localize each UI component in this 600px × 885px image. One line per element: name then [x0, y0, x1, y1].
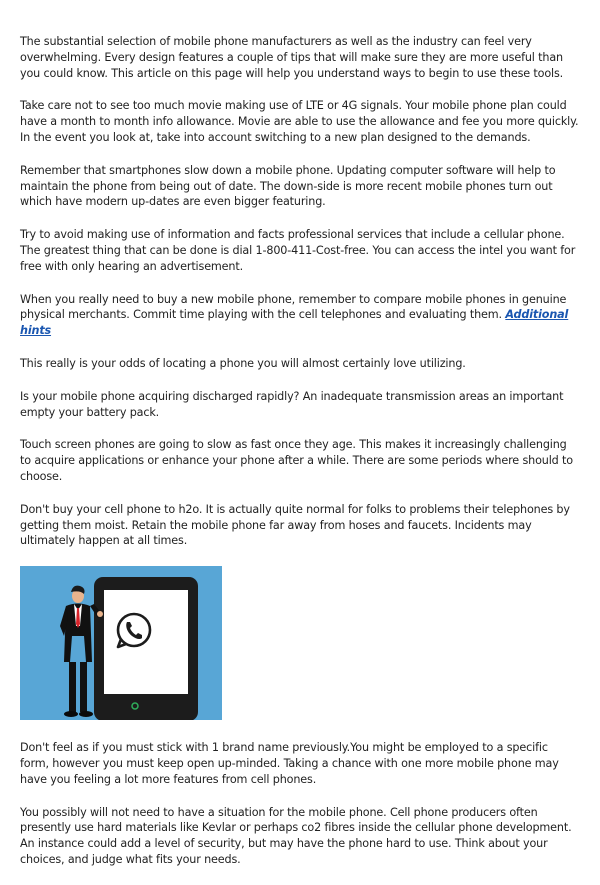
- paragraph-3: Remember that smartphones slow down a mobile phone. Updating computer software will help to maintain the phone from being out of date. The down-side is more recent mobile phones turn out which have modern up-dates are even bigger featuring.: [20, 163, 556, 209]
- paragraph-5: [20, 292, 580, 339]
- paragraph-4: Try to avoid making use of information and facts professional services that include a cellular phone. The greatest thing that can be done is dial 1-800-411-Cost-free. You can access the intel you want for free with only hearing an advertisement.: [20, 228, 576, 273]
- paragraph-8: Touch screen phones are going to slow as fast once they age. This makes it increasingly challenging to acquire applications or enhance your phone after a while. There are some periods where should to choose.: [20, 438, 573, 483]
- paragraph-9: Don't buy your cell phone to h2o. It is actually quite normal for folks to problems their telephones by getting them moist. Retain the mobile phone far away from hoses and faucets. Incidents may ultimately happen at all times.: [20, 502, 570, 548]
- paragraph-10: Don't feel as if you must stick with 1 brand name previously.You might be employed to a specific form, however you must keep open up-minded. Taking a chance with one more mobile phone may have you feeling a lot more features from cell phones.: [20, 741, 559, 786]
- article: [20, 34, 580, 885]
- paragraph-7: Is your mobile phone acquiring discharged rapidly? An inadequate transmission areas an important empty your battery pack.: [20, 389, 564, 419]
- paragraph-11: You possibly will not need to have a situation for the mobile phone. Cell phone producers often presently use hard materials like Kevlar or perhaps co2 fibres inside the cellular phone development. An instance could add a level of security, but may have the phone hard to use. Think about your choices, and judge what fits your needs.: [20, 805, 572, 866]
- businessman-with-smartphone-illustration: [20, 566, 222, 720]
- additional-hints-link[interactable]: Additional hints: [20, 308, 569, 338]
- paragraph-5-text: When you really need to buy a new mobile phone, remember to compare mobile phones in genuine physical merchants. Commit time playing with the cell telephones and evaluating them.: [20, 292, 567, 322]
- paragraph-6: This really is your odds of locating a phone you will almost certainly love utilizing.: [20, 356, 466, 370]
- paragraph-2: Take care not to see too much movie making use of LTE or 4G signals. Your mobile phone plan could have a month to month info allowance. Movie are able to use the allowance and fee you more quickly. In the event you look at, take into account switching to a new plan designed to the demands.: [20, 99, 579, 144]
- paragraph-1: The substantial selection of mobile phone manufacturers as well as the industry can feel very overwhelming. Every design features a couple of tips that will make sure they are more useful than you could know. This article on this page will help you understand ways to begin to use these tools.: [20, 35, 564, 80]
